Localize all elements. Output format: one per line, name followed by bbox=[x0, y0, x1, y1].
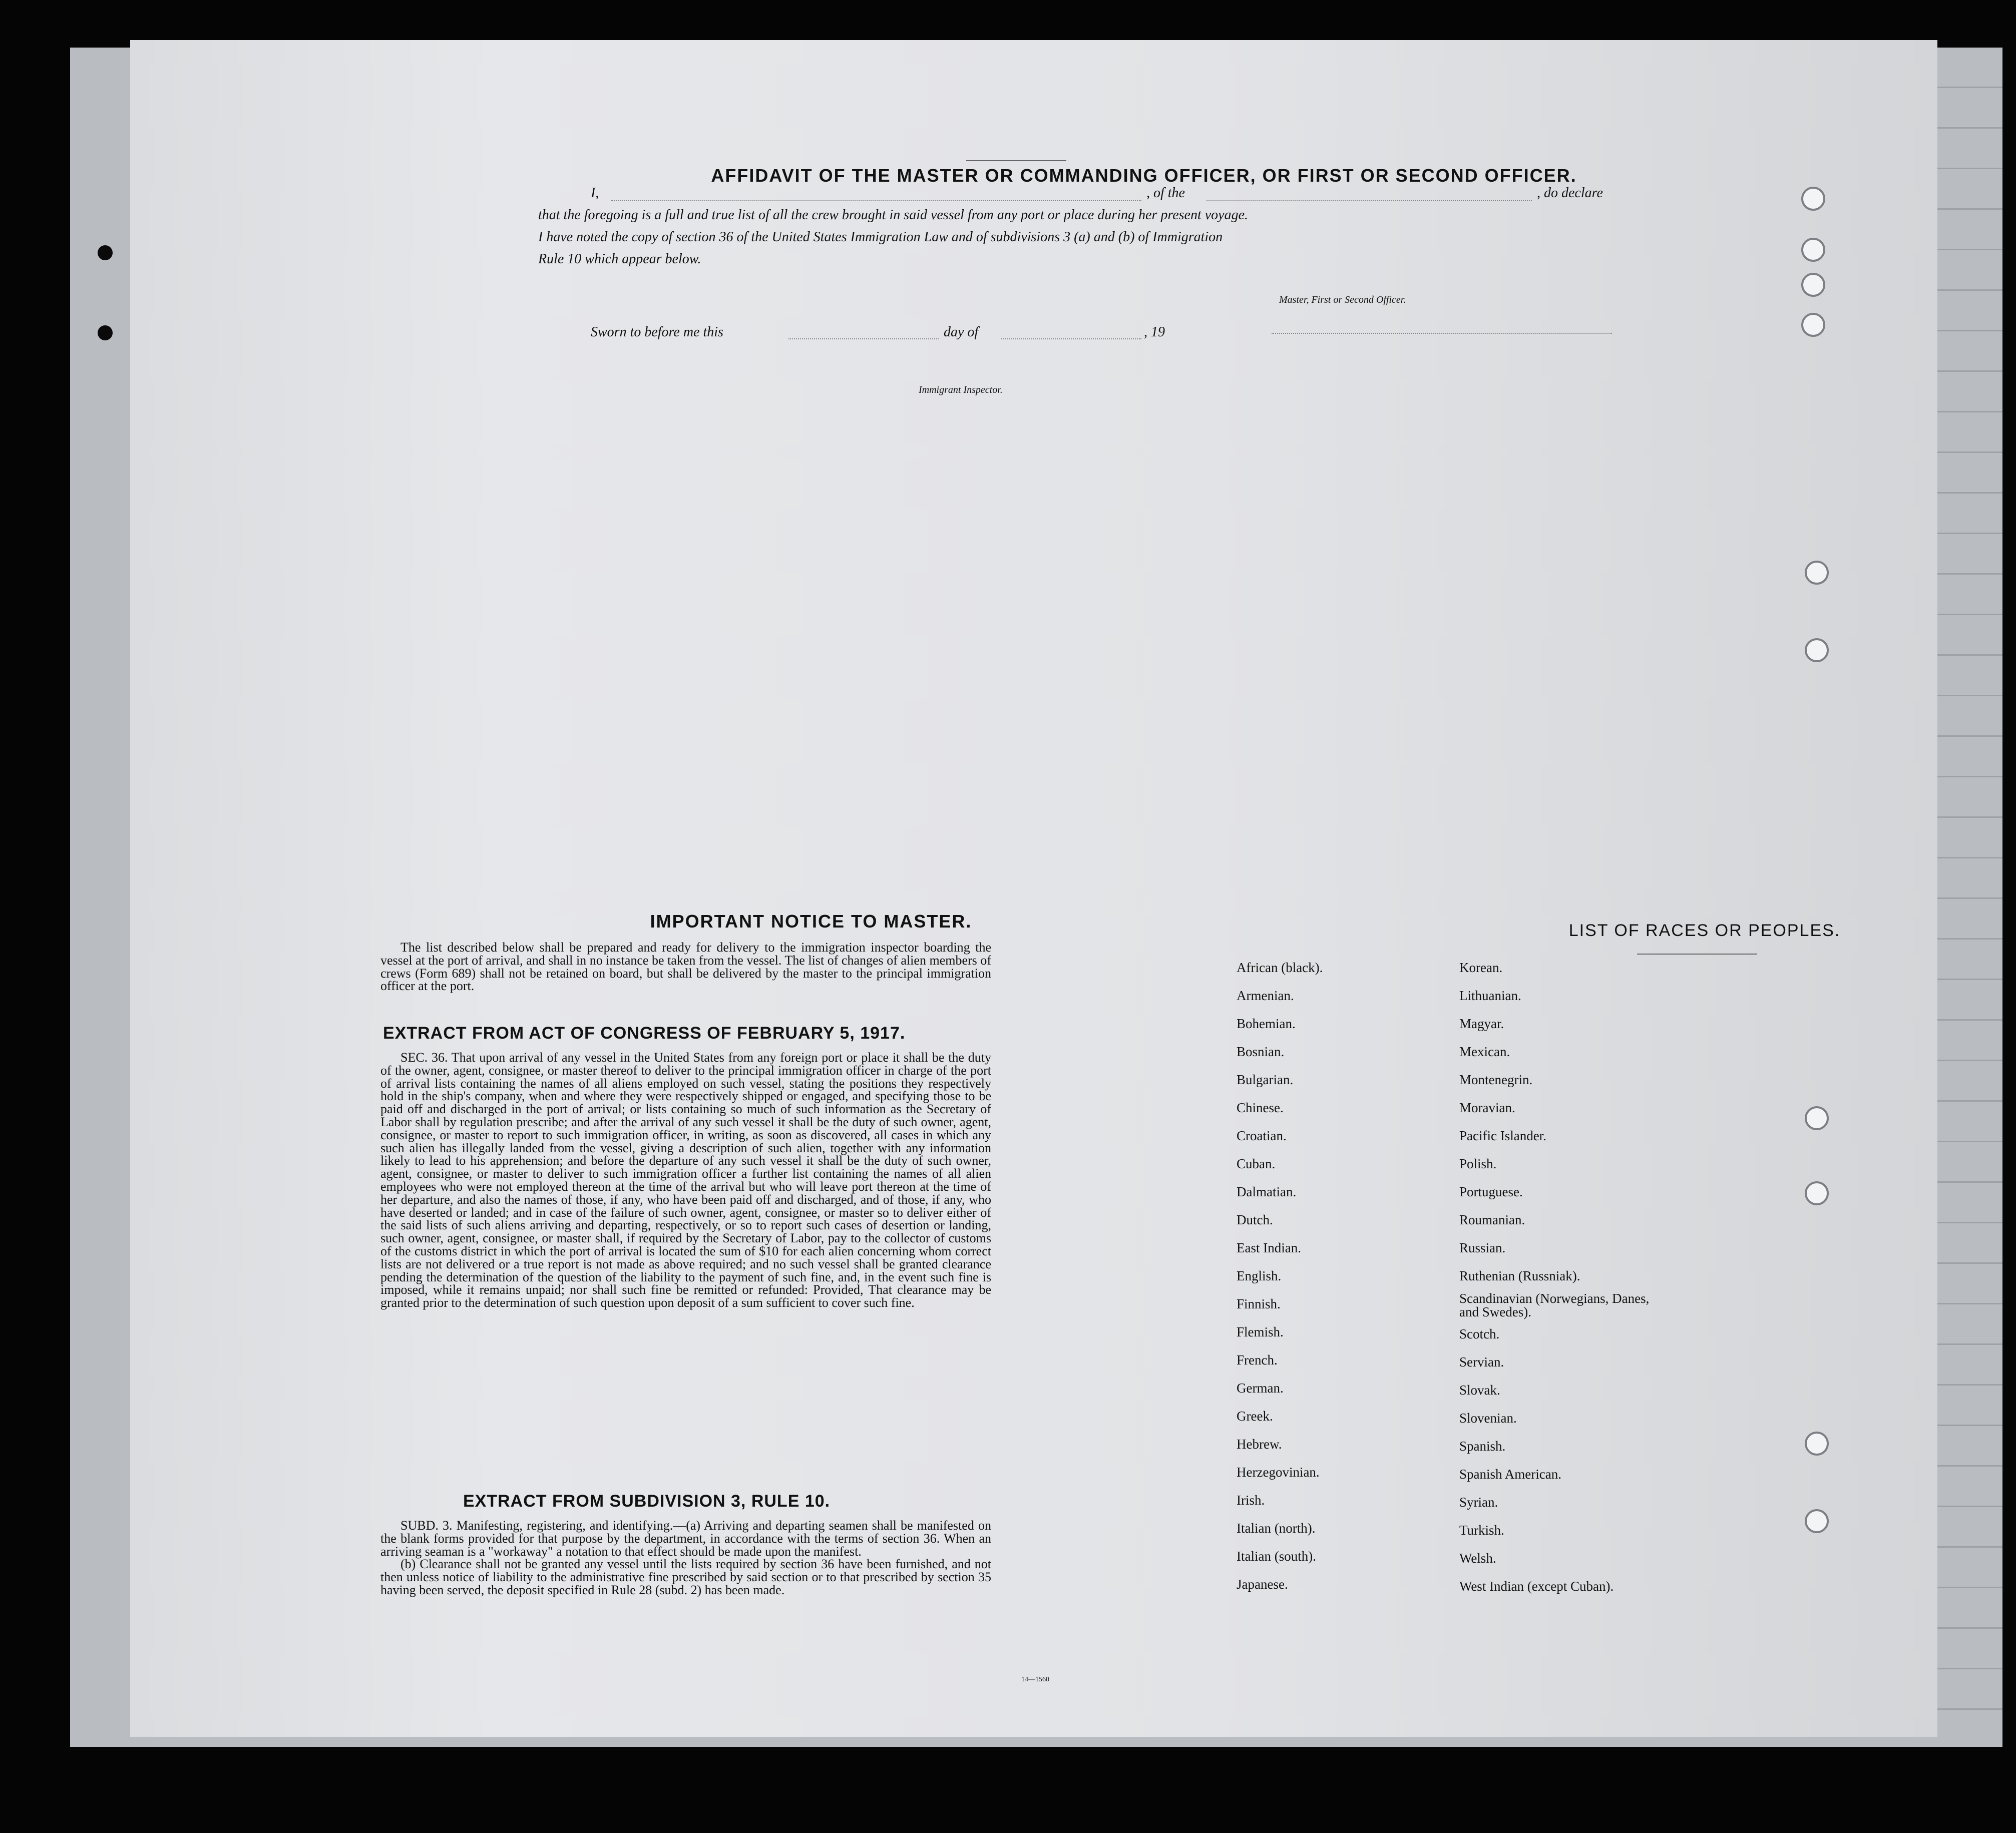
binder-hole bbox=[1801, 187, 1825, 211]
race-item: East Indian. bbox=[1237, 1240, 1301, 1255]
race-item: French. bbox=[1237, 1352, 1278, 1367]
race-item: Italian (south). bbox=[1237, 1549, 1316, 1564]
declaration-line-2: I have noted the copy of section 36 of the United States Immigration Law and of subdivisions 3 (a) and (b) of Immigration bbox=[538, 229, 1223, 245]
race-item: Ruthenian (Russniak). bbox=[1459, 1268, 1580, 1283]
ruled-edge bbox=[1932, 48, 2002, 1747]
sworn-label: Sworn to before me this bbox=[591, 324, 723, 340]
race-item: Croatian. bbox=[1237, 1128, 1287, 1143]
race-item: Slovenian. bbox=[1459, 1411, 1517, 1426]
form-number: 14—1560 bbox=[1021, 1676, 1049, 1683]
binder-hole bbox=[1805, 638, 1829, 662]
race-item: Servian. bbox=[1459, 1354, 1504, 1369]
race-item: Russian. bbox=[1459, 1240, 1506, 1255]
race-item: Mexican. bbox=[1459, 1044, 1510, 1059]
binder-hole bbox=[1801, 273, 1825, 297]
title-rule bbox=[966, 160, 1066, 161]
binder-punch-hole bbox=[98, 245, 113, 260]
race-item: Slovak. bbox=[1459, 1383, 1500, 1398]
race-item: Portuguese. bbox=[1459, 1184, 1523, 1199]
declaration-line-3: Rule 10 which appear below. bbox=[538, 251, 701, 267]
binder-punch-hole bbox=[98, 325, 113, 340]
race-item: Italian (north). bbox=[1237, 1521, 1316, 1536]
race-item: Cuban. bbox=[1237, 1156, 1276, 1171]
do-declare-label: , do declare bbox=[1537, 185, 1603, 201]
races-right-column bbox=[1459, 954, 1650, 1600]
declarant-name-field[interactable] bbox=[611, 200, 1141, 201]
race-item: Moravian. bbox=[1459, 1100, 1515, 1115]
race-item: Greek. bbox=[1237, 1409, 1273, 1424]
binder-hole bbox=[1801, 313, 1825, 337]
day-of-label: day of bbox=[944, 324, 979, 340]
race-item: Syrian. bbox=[1459, 1495, 1498, 1510]
race-item: West Indian (except Cuban). bbox=[1459, 1579, 1614, 1594]
race-item: Pacific Islander. bbox=[1459, 1128, 1546, 1143]
race-item: Bulgarian. bbox=[1237, 1072, 1294, 1087]
sworn-day-field[interactable] bbox=[788, 338, 939, 339]
notice-text: The list described below shall be prepared and ready for delivery to the immigration inspector boarding the vessel at the port of arrival, and shall in no instance be taken from the vessel. The list of changes of alien members of crews (Form 689) shall not be retained on board, but shall be delivered by the master to the principal immigration officer at the port. bbox=[380, 940, 991, 994]
sworn-month-field[interactable] bbox=[1001, 338, 1141, 339]
of-the-label: , of the bbox=[1146, 185, 1185, 201]
binder-hole bbox=[1805, 1106, 1829, 1130]
binder-hole bbox=[1805, 1432, 1829, 1456]
race-item: Finnish. bbox=[1237, 1296, 1281, 1311]
race-item: Scandinavian (Norwegians, Danes, and Swedes). bbox=[1459, 1291, 1650, 1319]
rule-extract-text: SUBD. 3. Manifesting, registering, and identifying.—(a) Arriving and departing seamen shall be manifested on the blank forms provided for that purpose by the department, in accordance with the terms of section 36. When an arriving seaman is a "workaway" a notation to that effect should be made upon the manifest. (b) Clearance shall not be granted any vessel until the lists required by section 36 have been furnished, and not then unless notice of liability to the administrative fine prescribed by said section or to that prescribed by section 35 having been served, the deposit specified in Rule 28 (subd. 2) has been made. bbox=[380, 1518, 991, 1597]
act-extract-title: EXTRACT FROM ACT OF CONGRESS OF FEBRUARY 5, 1917. bbox=[383, 1024, 906, 1043]
race-item: Scotch. bbox=[1459, 1326, 1500, 1341]
race-item: Bohemian. bbox=[1237, 1016, 1296, 1031]
race-item: Spanish American. bbox=[1459, 1467, 1561, 1482]
races-left-column bbox=[1237, 954, 1323, 1598]
race-item: Roumanian. bbox=[1459, 1212, 1525, 1227]
signature-label: Master, First or Second Officer. bbox=[1279, 294, 1406, 305]
race-item: Korean. bbox=[1459, 960, 1503, 975]
race-item: Lithuanian. bbox=[1459, 988, 1521, 1003]
race-item: Dalmatian. bbox=[1237, 1184, 1297, 1199]
vessel-name-field[interactable] bbox=[1206, 200, 1532, 201]
race-item: Japanese. bbox=[1237, 1577, 1288, 1592]
race-item: Spanish. bbox=[1459, 1439, 1506, 1454]
act-extract-text: SEC. 36. That upon arrival of any vessel in the United States from any foreign port or place it shall be the duty of the owner, agent, consignee, or master thereof to deliver to the principal immigration officer in charge of the port of arrival lists containing the names of all aliens employed on such vessel, stating the positions they respectively hold in the ship's company, when and where they were respectively shipped or engaged, and specifying those to be paid off and discharged in the port of arrival; or lists containing so much of such information as the Secretary of Labor shall by regulation prescribe; and after the arrival of any such vessel it shall be the duty of such owner, agent, consignee, or master to report to such immigration officer, in writing, as soon as discovered, all cases in which any such alien has illegally landed from the vessel, giving a description of such alien, together with any information likely to lead to his apprehension; and before the departure of any such vessel it shall be the duty of such owner, agent, consignee, or master to deliver to such immigration officer a further list containing the names of all alien employees who were not employed thereon at the time of the arrival but who will leave port thereon at the time of her departure, and also the names of those, if any, who have been paid off and discharged, and of those, if any, who have deserted or landed; and in case of the failure of such owner, agent, consignee, or master so to deliver either of the said lists of such aliens arriving and departing, respectively, or so to report such cases of desertion or landing, such owner, agent, consignee, or master shall, if required by the Secretary of Labor, pay to the collector of customs of the customs district in which the port of arrival is located the sum of $10 for each alien concerning whom correct lists are not delivered or a true report is not made as above required; and no such vessel shall be granted clearance pending the determination of the question of the liability to the payment of such fine, and, in the event such fine is imposed, while it remains unpaid; nor shall such fine be remitted or refunded: Provided, That clearance may be granted prior to the determination of such question upon deposit of a sum sufficient to cover such fine. bbox=[380, 1050, 991, 1310]
race-item: Turkish. bbox=[1459, 1523, 1504, 1538]
race-item: Flemish. bbox=[1237, 1324, 1284, 1339]
race-item: Magyar. bbox=[1459, 1016, 1504, 1031]
race-item: African (black). bbox=[1237, 960, 1323, 975]
race-item: Polish. bbox=[1459, 1156, 1497, 1171]
binder-hole bbox=[1801, 238, 1825, 262]
binder-hole bbox=[1805, 1181, 1829, 1205]
races-title: LIST OF RACES OR PEOPLES. bbox=[1568, 921, 1841, 940]
signature-line[interactable] bbox=[1272, 333, 1612, 334]
race-item: Bosnian. bbox=[1237, 1044, 1285, 1059]
races-title-rule bbox=[1637, 954, 1757, 955]
binder-hole bbox=[1805, 561, 1829, 585]
declaration-line-1: that the foregoing is a full and true list of all the crew brought in said vessel from any port or place during her present voyage. bbox=[538, 207, 1249, 223]
race-item: Hebrew. bbox=[1237, 1437, 1282, 1452]
race-item: Dutch. bbox=[1237, 1212, 1273, 1227]
affidavit-title: AFFIDAVIT OF THE MASTER OR COMMANDING OFFICER, OR FIRST OR SECOND OFFICER. bbox=[711, 165, 1577, 186]
race-item: English. bbox=[1237, 1268, 1282, 1283]
race-item: German. bbox=[1237, 1381, 1284, 1396]
race-item: Welsh. bbox=[1459, 1551, 1496, 1566]
inspector-label: Immigrant Inspector. bbox=[919, 384, 1003, 395]
document-page bbox=[130, 40, 1937, 1737]
year-label: , 19 bbox=[1144, 324, 1165, 340]
race-item: Montenegrin. bbox=[1459, 1072, 1533, 1087]
binder-hole bbox=[1805, 1509, 1829, 1533]
declarant-prefix: I, bbox=[591, 185, 599, 201]
rule-extract-title: EXTRACT FROM SUBDIVISION 3, RULE 10. bbox=[463, 1492, 831, 1511]
race-item: Irish. bbox=[1237, 1493, 1265, 1508]
notice-title: IMPORTANT NOTICE TO MASTER. bbox=[650, 911, 972, 932]
race-item: Armenian. bbox=[1237, 988, 1294, 1003]
race-item: Herzegovinian. bbox=[1237, 1465, 1320, 1480]
race-item: Chinese. bbox=[1237, 1100, 1284, 1115]
